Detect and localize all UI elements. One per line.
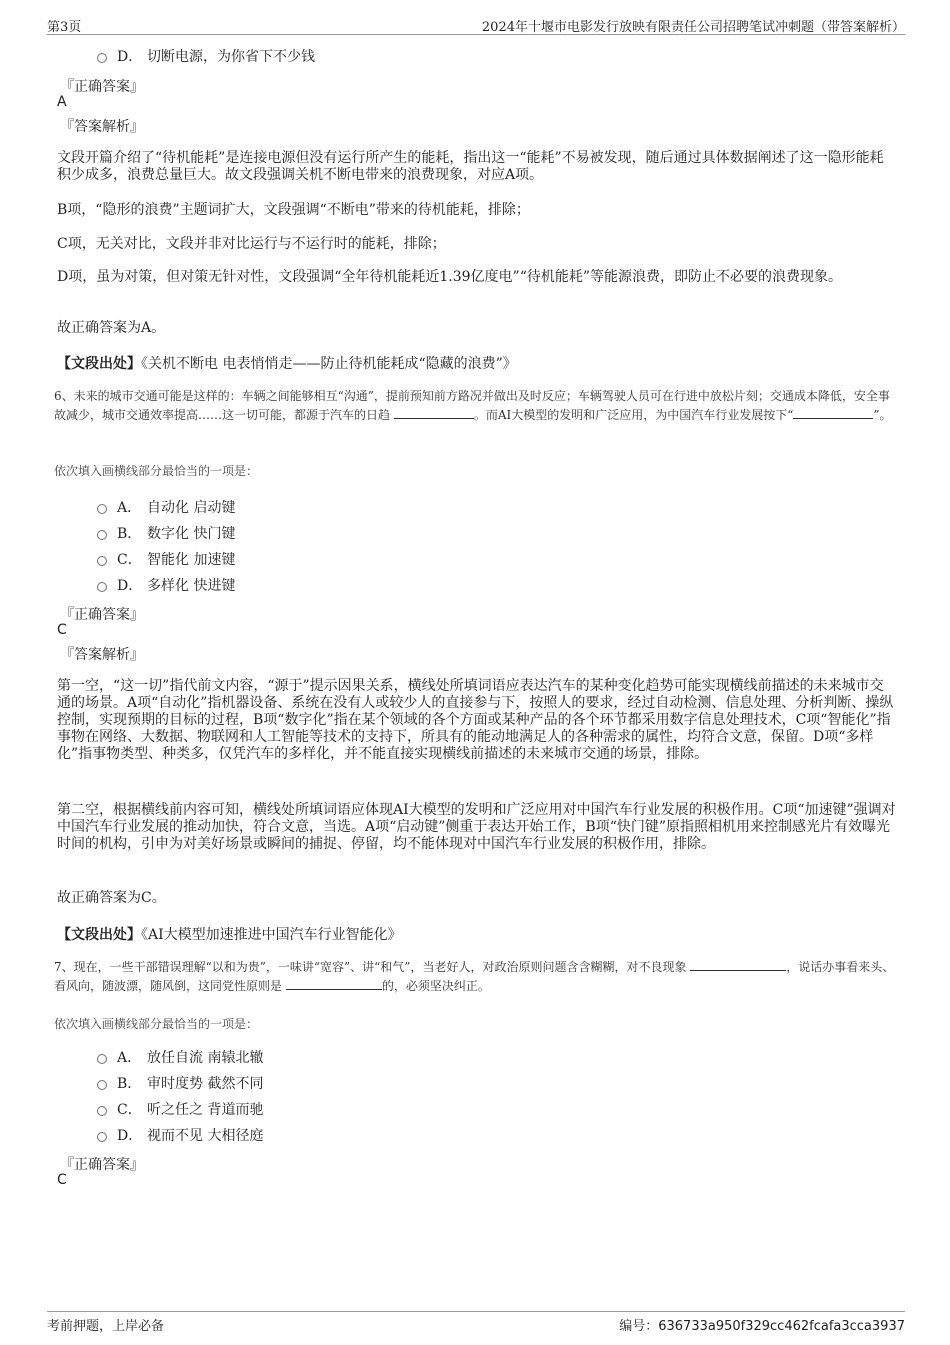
radio-icon[interactable]	[97, 530, 107, 540]
q6-option-b[interactable]: B． 数字化 快门键	[97, 522, 235, 544]
q5-analysis-label: 『答案解析』	[60, 119, 144, 135]
q7-option-d[interactable]: D． 视而不见 大相径庭	[97, 1124, 263, 1146]
q6-analysis-para: 第一空，“这一切”指代前文内容，“源于”提示因果关系，横线处所填词语应表达汽车的某种变化趋势可能实现横线前描述的未来城市交通的场景。A项“自动化”指机器设备、系统在没有人或较少人的直接参与下，按照人的要求，经过自动检测、信息处理、分析判断、操纵控制，实现预期的目标的过程，B项“数字化”指在某个领域的各个方面或某种产品的各个环节都采用数字信息处理技术，C项“智能化”指事物在网络、大数据、物联网和人工智能等技术的支持下，所具有的能动地满足人的各种需求的属性，均符合文意，保留。D项“多样化”指事物类型、种类多，仅凭汽车的多样化，并不能直接实现横线前描述的未来城市交通的场景，排除。	[57, 678, 894, 762]
q5-analysis-para: C项，无关对比，文段并非对比运行与不运行时的能耗，排除；	[57, 236, 446, 252]
q7-option-c[interactable]: C． 听之任之 背道而驰	[97, 1098, 263, 1120]
blank-line	[690, 958, 786, 971]
q5-analysis-para: B项，“隐形的浪费”主题词扩大，文段强调“不断电”带来的待机能耗，排除；	[57, 202, 530, 218]
q6-stem: 6、未来的城市交通可能是这样的：车辆之间能够相互“沟通”，提前预知前方路况并做出及时反应；车辆驾驶人员可在行进中放松片刻；交通成本降低，安全事故减少，城市交通效率提高……这一切可能，都源于汽车的日趋 。而AI大模型的发明和广泛应用，为中国汽车行业发展按下“ ”。	[54, 389, 892, 422]
q6-analysis-para: 第二空，根据横线前内容可知，横线处所填词语应体现AI大模型的发明和广泛应用对中国汽车行业发展的积极作用。C项“加速键”强调对中国汽车行业发展的推动加快，符合文意，当选。A项“启动键”侧重于表达开始工作，B项“快门键”原指照相机用来控制感光片有效曝光时间的机构，引申为对美好场景或瞬间的捕捉、停留，均不能体现对中国汽车行业发展的积极作用，排除。	[57, 802, 896, 852]
q6-option-d[interactable]: D． 多样化 快进键	[97, 574, 235, 596]
q7-option-a[interactable]: A． 放任自流 南辕北辙	[97, 1046, 263, 1068]
radio-icon[interactable]	[97, 1132, 107, 1142]
blank-line	[286, 977, 382, 990]
radio-icon[interactable]	[97, 1106, 107, 1116]
q5-option-d[interactable]: D． 切断电源，为你省下不少钱	[97, 45, 315, 67]
q6-option-a[interactable]: A． 自动化 启动键	[97, 496, 235, 518]
radio-icon[interactable]	[97, 556, 107, 566]
radio-icon[interactable]	[97, 582, 107, 592]
q6-answer: C	[57, 622, 67, 638]
q5-analysis-para: 文段开篇介绍了“待机能耗”是连接电源但没有运行所产生的能耗，指出这一“能耗”不易被发现，随后通过具体数据阐述了这一隐形能耗积少成多，浪费总量巨大。故文段强调关机不断电带来的浪费现象，对应A项。	[57, 150, 884, 183]
q5-answer: A	[57, 94, 67, 110]
q7-answer-label: 『正确答案』	[60, 1157, 144, 1173]
q6-answer-label: 『正确答案』	[60, 607, 144, 623]
page-footer	[47, 1311, 905, 1332]
q6-analysis-label: 『答案解析』	[60, 647, 144, 663]
q7-stem: 7、现在，一些干部错误理解“以和为贵”，一味讲“宽容”、讲“和气”，当老好人，对政治原则问题含含糊糊，对不良现象 ，说话办事看来头、看风向，随波漂，随风倒，这同党性原则是 的，必须坚决纠正。	[54, 960, 895, 993]
q6-instruction: 依次填入画横线部分最恰当的一项是：	[54, 464, 259, 478]
q6-analysis-para: 故正确答案为C。	[57, 890, 166, 906]
document-code: 编号：636733a950f329cc462fcafa3cca3937	[619, 1319, 905, 1334]
q7-instruction: 依次填入画横线部分最恰当的一项是：	[54, 1017, 259, 1031]
radio-icon[interactable]	[97, 1054, 107, 1064]
q7-option-b[interactable]: B． 审时度势 截然不同	[97, 1072, 263, 1094]
blank-line	[793, 406, 873, 419]
q6-option-c[interactable]: C． 智能化 加速键	[97, 548, 235, 570]
footer-slogan: 考前押题，上岸必备	[47, 1319, 165, 1334]
q5-source: 【文段出处】《关机不断电 电表悄悄走——防止待机能耗成“隐藏的浪费”》	[57, 356, 517, 372]
radio-icon[interactable]	[97, 504, 107, 514]
q5-analysis-para: D项，虽为对策，但对策无针对性，文段强调“全年待机能耗近1.39亿度电”“待机能耗”等能源浪费，即防止不必要的浪费现象。	[57, 269, 843, 285]
page-header	[47, 14, 905, 35]
document-title: 2024年十堰市电影发行放映有限责任公司招聘笔试冲刺题（带答案解析）	[481, 20, 905, 35]
radio-icon[interactable]	[97, 53, 107, 63]
q7-answer: C	[57, 1172, 67, 1188]
q6-source: 【文段出处】《AI大模型加速推进中国汽车行业智能化》	[57, 927, 402, 943]
blank-line	[394, 406, 474, 419]
radio-icon[interactable]	[97, 1080, 107, 1090]
q5-analysis-para: 故正确答案为A。	[57, 320, 166, 336]
q5-answer-label: 『正确答案』	[60, 79, 144, 95]
page-number: 第3页	[47, 20, 82, 35]
